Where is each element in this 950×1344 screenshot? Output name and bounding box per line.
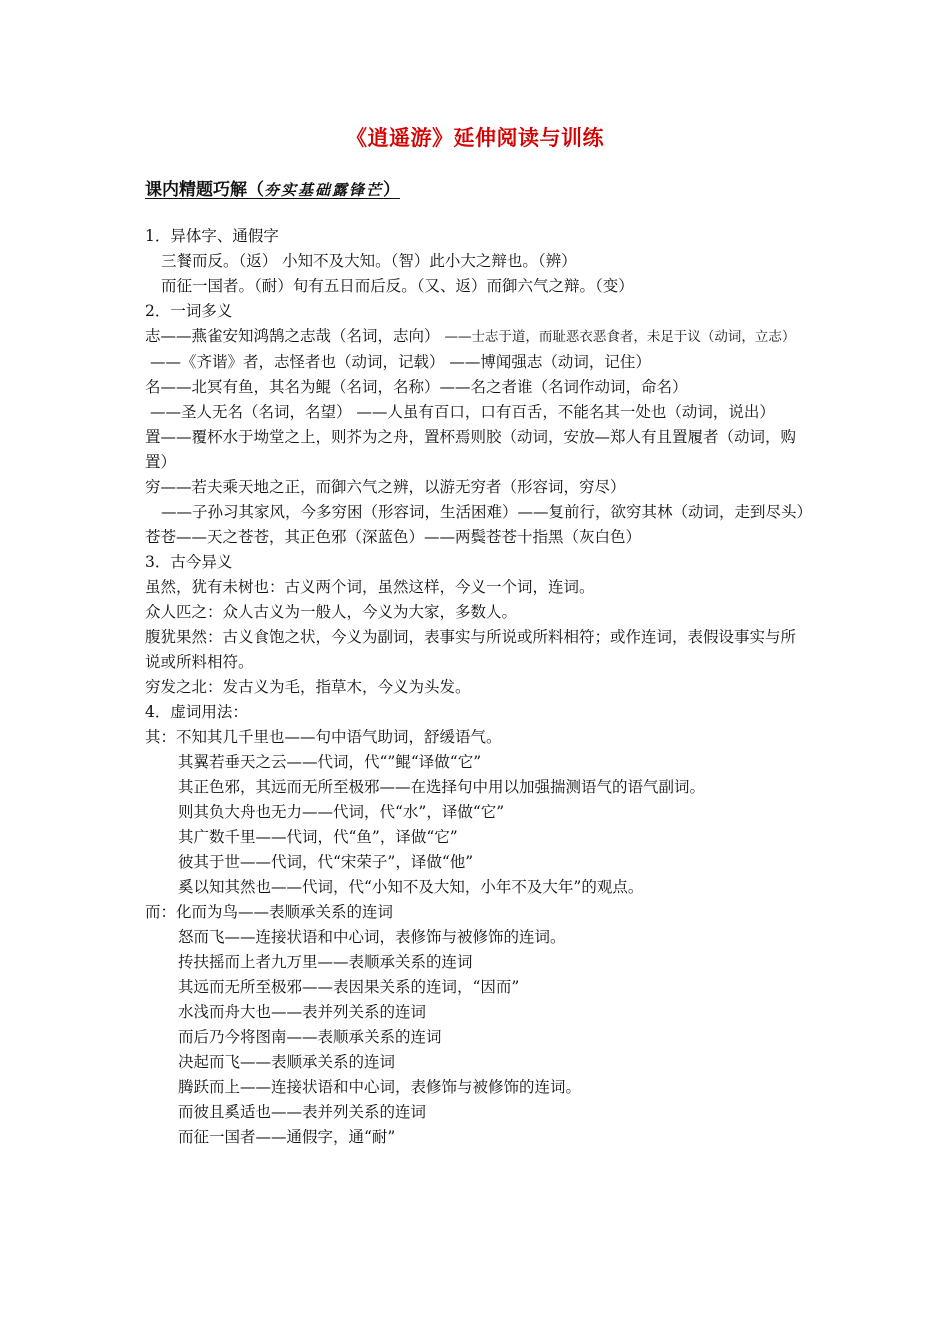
text-line: 三餐而反。（返） 小知不及大知。（智）此小大之辩也。（辨） bbox=[161, 252, 577, 270]
section-heading-paren-open: （ bbox=[247, 180, 264, 200]
text-line: ——子孙习其家风，今多穷困（形容词，生活困难）——复前行，欲穷其林（动词，走到尽头） bbox=[161, 503, 813, 521]
text-line: 而彼且奚适也——表并列关系的连词 bbox=[178, 1103, 427, 1121]
section-heading bbox=[145, 175, 400, 200]
text-line: 决起而飞——表顺承关系的连词 bbox=[178, 1053, 396, 1071]
text-line: 置——覆杯水于坳堂之上，则芥为之舟，置杯焉则胶（动词，安放—郑人有且置履者（动词，购置） bbox=[145, 428, 797, 471]
text-line: 而后乃今将图南——表顺承关系的连词 bbox=[178, 1028, 442, 1046]
text-line: 穷发之北：发古义为毛，指草木，今义为头发。 bbox=[145, 678, 471, 696]
text-line: 彼其于世——代词，代“宋荣子”，译做“他” bbox=[178, 853, 474, 871]
text-line: 其广数千里——代词，代“鱼”，译做“它” bbox=[178, 828, 458, 846]
text-line: ——《齐谐》者，志怪者也（动词，记载） ——博闻强志（动词，记住） bbox=[150, 353, 651, 371]
document-body bbox=[145, 224, 813, 1150]
text-line: 而征一国者。（耐）旬有五日而后反。（又、返）而御六气之辩。（变） bbox=[161, 277, 634, 295]
section-heading-paren-close: ） bbox=[383, 180, 401, 200]
text-line: 其远而无所至极邪——表因果关系的连词，“因而” bbox=[178, 978, 520, 996]
text-line: 苍苍——天之苍苍，其正色邪（深蓝色）——两鬓苍苍十指黑（灰白色） bbox=[145, 528, 642, 546]
text-line: 奚以知其然也——代词，代“小知不及大知，小年不及大年”的观点。 bbox=[178, 878, 644, 896]
item-2-heading: 2．一词多义 bbox=[145, 302, 233, 320]
text-line: 虽然，犹有未树也：古义两个词，虽然这样，今义一个词，连词。 bbox=[145, 578, 595, 596]
text-line: 水浅而舟大也——表并列关系的连词 bbox=[178, 1003, 427, 1021]
section-heading-subtitle: 夯实基础露锋芒 bbox=[264, 181, 384, 199]
text-line: 穷——若夫乘天地之正，而御六气之辨，以游无穷者（形容词，穷尽） bbox=[145, 478, 626, 496]
item-3-heading: 3．古今异义 bbox=[145, 553, 233, 571]
text-segment-small: ——士志于道，而耻恶衣恶食者，未足于议（动词，立志） bbox=[444, 329, 796, 345]
text-line: 腹犹果然：古义食饱之状，今义为副词，表事实与所说或所料相符；或作连词，表假设事实与所说或所料相符。 bbox=[145, 628, 797, 671]
document-title: 《逍遥游》延伸阅读与训练 bbox=[346, 125, 604, 150]
text-line: 其：不知其几千里也——句中语气助词，舒缓语气。 bbox=[145, 728, 502, 746]
section-heading-main: 课内精题巧解 bbox=[145, 180, 247, 200]
text-line: 而征一国者——通假字，通“耐” bbox=[178, 1128, 396, 1146]
text-line: ——圣人无名（名词，名望） ——人虽有百口，口有百舌，不能名其一处也（动词，说出） bbox=[150, 403, 775, 421]
text-line: 而：化而为鸟——表顺承关系的连词 bbox=[145, 903, 394, 921]
text-line: 其翼若垂天之云——代词，代“”鲲“译做“它” bbox=[178, 753, 482, 771]
text-line: 其正色邪，其远而无所至极邪——在选择句中用以加强揣测语气的语气副词。 bbox=[178, 778, 706, 796]
text-line: 怒而飞——连接状语和中心词，表修饰与被修饰的连词。 bbox=[178, 928, 566, 946]
item-1-heading: 1．异体字、通假字 bbox=[145, 227, 279, 245]
text-line: 名——北冥有鱼，其名为鲲（名词，名称）——名之者谁（名词作动词，命名） bbox=[145, 378, 688, 396]
text-segment: 志——燕雀安知鸿鹄之志哉（名词，志向） bbox=[145, 327, 445, 345]
text-line: 众人匹之：众人古义为一般人，今义为大家，多数人。 bbox=[145, 603, 518, 621]
text-line bbox=[145, 324, 810, 350]
text-line: 则其负大舟也无力——代词，代“水”，译做“它” bbox=[178, 803, 505, 821]
text-line: 抟扶摇而上者九万里——表顺承关系的连词 bbox=[178, 953, 473, 971]
text-line: 腾跃而上——连接状语和中心词，表修饰与被修饰的连词。 bbox=[178, 1078, 582, 1096]
item-4-heading: 4．虚词用法： bbox=[145, 703, 248, 721]
